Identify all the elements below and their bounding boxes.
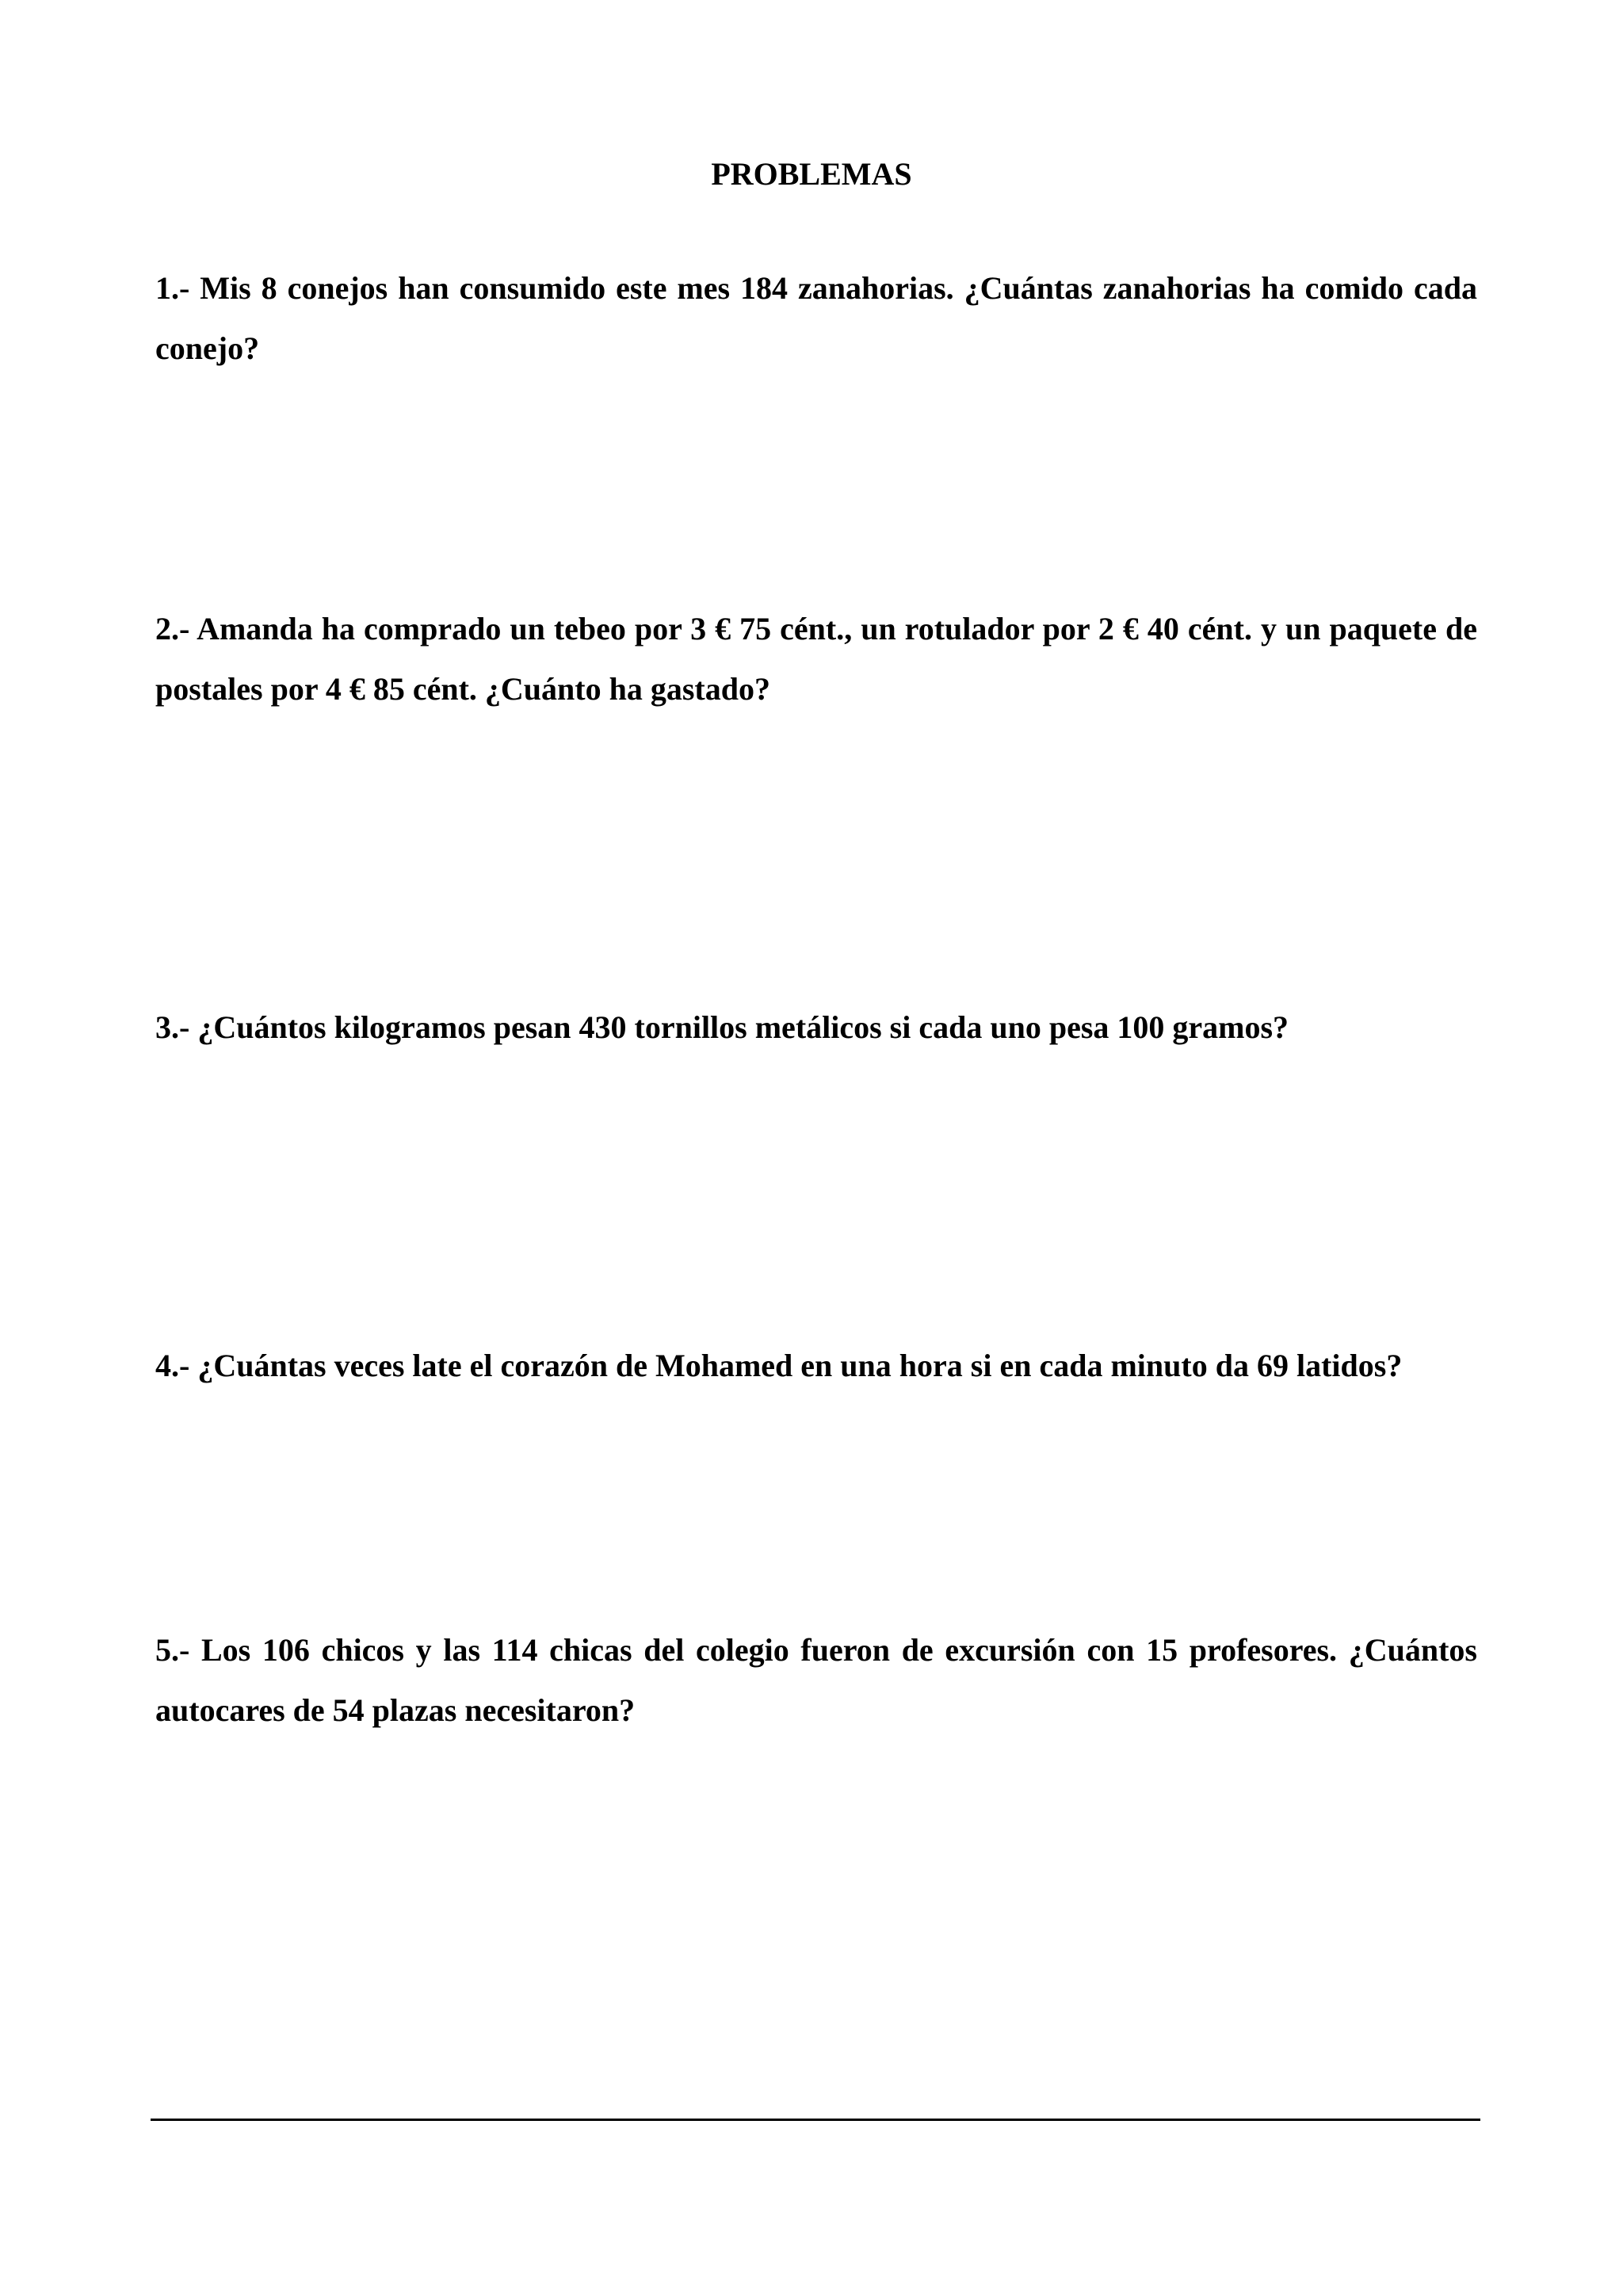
page-title: PROBLEMAS [711, 156, 912, 192]
footer-divider [151, 2119, 1480, 2121]
problem-4: 4.- ¿Cuántas veces late el corazón de Mohamed en una hora si en cada minuto da 69 latidos? [155, 1348, 1403, 1383]
problem-3: 3.- ¿Cuántos kilogramos pesan 430 tornillos metálicos si cada uno pesa 100 gramos? [155, 1009, 1289, 1045]
problem-1: 1.- Mis 8 conejos han consumido este mes 184 zanahorias. ¿Cuántas zanahorias ha comido cada conejo? [155, 270, 1477, 366]
problem-5: 5.- Los 106 chicos y las 114 chicas del colegio fueron de excursión con 15 profesores. ¿Cuántos autocares de 54 plazas necesitaron? [155, 1632, 1477, 1728]
problem-2: 2.- Amanda ha comprado un tebeo por 3 € 75 cént., un rotulador por 2 € 40 cént. y un paquete de postales por 4 € 85 cént. ¿Cuánto ha gastado? [155, 611, 1477, 707]
